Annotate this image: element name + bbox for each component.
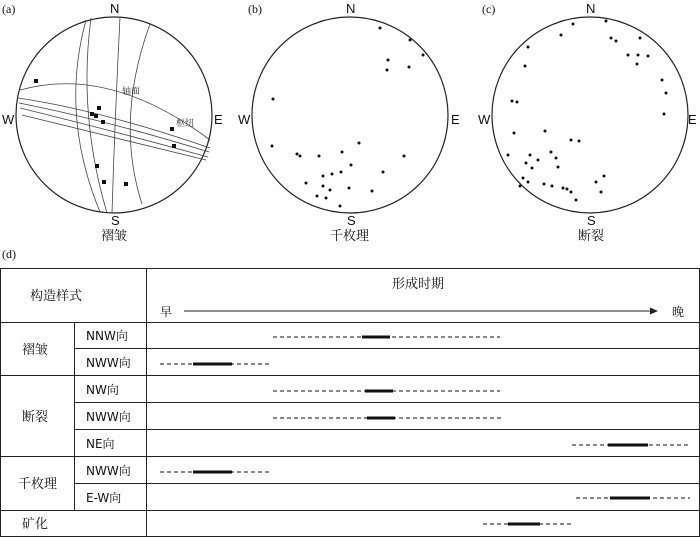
axial-plane-label: 轴面 bbox=[122, 87, 141, 97]
pole-point bbox=[525, 162, 528, 165]
pole-point bbox=[555, 157, 558, 160]
pole-point bbox=[90, 112, 94, 116]
pole-point bbox=[170, 127, 174, 131]
pole-point bbox=[296, 153, 299, 156]
row-fold-nww: NWW向 bbox=[86, 356, 131, 370]
north-label-b: N bbox=[346, 1, 356, 16]
group-phyllite: 千枚理 bbox=[18, 477, 58, 492]
stereonet-fault bbox=[478, 1, 697, 244]
pole-point bbox=[318, 155, 321, 158]
hinge-label: 枢纽 bbox=[176, 119, 195, 129]
pole-point bbox=[507, 154, 510, 157]
early-label: 早 bbox=[160, 305, 173, 319]
pole-point bbox=[358, 142, 361, 145]
row-phyllite-ew: E-W向 bbox=[86, 491, 122, 505]
pole-point bbox=[537, 159, 540, 162]
pole-point bbox=[600, 191, 603, 194]
south-label-c: S bbox=[587, 213, 596, 228]
great-circle-8 bbox=[130, 24, 150, 204]
panel-a-label: (a) bbox=[2, 2, 16, 16]
header-structure-style: 构造样式 bbox=[30, 289, 83, 304]
pole-point bbox=[516, 101, 519, 104]
pole-point bbox=[578, 140, 581, 143]
pole-point bbox=[560, 34, 563, 37]
pole-point bbox=[322, 185, 325, 188]
row-fault-nw: NW向 bbox=[86, 383, 119, 397]
stereonet-fold bbox=[2, 1, 223, 244]
pole-point bbox=[322, 175, 325, 178]
pole-point bbox=[339, 205, 342, 208]
pole-point bbox=[386, 69, 389, 72]
pole-point bbox=[524, 65, 527, 68]
stereonet-circle-b bbox=[252, 17, 448, 213]
pole-point bbox=[551, 185, 554, 188]
row-fault-ne: NE向 bbox=[86, 437, 115, 451]
pole-point bbox=[511, 100, 514, 103]
pole-point bbox=[531, 167, 534, 170]
pole-point bbox=[124, 182, 128, 186]
west-label-c: W bbox=[478, 112, 491, 127]
pole-point bbox=[350, 164, 353, 167]
pole-point bbox=[325, 197, 328, 200]
group-fold: 褶皱 bbox=[22, 343, 49, 358]
pole-point bbox=[566, 188, 569, 191]
pole-point bbox=[34, 79, 38, 83]
pole-point bbox=[557, 166, 560, 169]
header-formation-period: 形成时期 bbox=[392, 277, 445, 292]
caption-phyllite: 千枚理 bbox=[330, 229, 370, 244]
north-label-c: N bbox=[586, 1, 596, 16]
pole-point bbox=[610, 37, 613, 40]
pole-point bbox=[527, 46, 530, 49]
pole-point bbox=[543, 183, 546, 186]
panel-c-label: (c) bbox=[482, 2, 496, 16]
east-label-c: E bbox=[688, 112, 697, 127]
stereonet-circle-a bbox=[16, 17, 212, 213]
pole-point bbox=[94, 114, 98, 118]
row-phyllite-nww: NWW向 bbox=[86, 464, 131, 478]
pole-point bbox=[95, 164, 99, 168]
pole-point bbox=[636, 63, 639, 66]
pole-point bbox=[615, 40, 618, 43]
time-axis-arrowhead bbox=[650, 308, 658, 315]
row-fault-nww: NWW向 bbox=[86, 410, 131, 424]
pole-point bbox=[422, 54, 425, 57]
caption-fault: 断裂 bbox=[578, 229, 605, 244]
caption-fold: 褶皱 bbox=[101, 229, 128, 244]
pole-point bbox=[572, 23, 575, 26]
south-label-b: S bbox=[347, 213, 356, 228]
stereonet-circle-c bbox=[492, 17, 688, 213]
pole-point bbox=[316, 195, 319, 198]
pole-point bbox=[575, 199, 578, 202]
west-label-a: W bbox=[2, 112, 15, 127]
east-label-b: E bbox=[451, 112, 460, 127]
pole-point bbox=[661, 79, 664, 82]
panel-b-label: (b) bbox=[248, 2, 262, 16]
pole-point bbox=[639, 37, 642, 40]
pole-point bbox=[663, 113, 666, 116]
pole-point bbox=[595, 181, 598, 184]
pole-point bbox=[665, 92, 668, 95]
pole-point bbox=[570, 139, 573, 142]
south-label-a: S bbox=[111, 213, 120, 228]
pole-point bbox=[305, 182, 308, 185]
late-label: 晚 bbox=[672, 305, 685, 319]
pole-point bbox=[519, 185, 522, 188]
pole-point bbox=[329, 189, 332, 192]
pole-point bbox=[570, 191, 573, 194]
timing-table bbox=[0, 247, 700, 537]
pole-point bbox=[529, 154, 532, 157]
pole-point bbox=[627, 54, 630, 57]
pole-point bbox=[331, 173, 334, 176]
pole-point bbox=[637, 54, 640, 57]
great-circle-7 bbox=[112, 17, 120, 213]
north-label-a: N bbox=[110, 1, 120, 16]
pole-point bbox=[299, 155, 302, 158]
pole-point bbox=[102, 180, 106, 184]
pole-point bbox=[348, 187, 351, 190]
pole-point bbox=[403, 155, 406, 158]
pole-point bbox=[340, 171, 343, 174]
group-fault: 断裂 bbox=[22, 410, 49, 425]
pole-point bbox=[271, 145, 274, 148]
pole-point bbox=[527, 181, 530, 184]
pole-point bbox=[562, 187, 565, 190]
pole-point bbox=[513, 132, 516, 135]
pole-point bbox=[550, 151, 553, 154]
pole-point bbox=[172, 144, 176, 148]
east-label-a: E bbox=[214, 112, 223, 127]
stereonet-phyllite bbox=[238, 1, 460, 244]
row-fold-nnw: NNW向 bbox=[86, 329, 128, 343]
pole-point bbox=[409, 39, 412, 42]
pole-point bbox=[371, 190, 374, 193]
pole-point bbox=[605, 20, 608, 23]
pole-point bbox=[387, 59, 390, 62]
group-mineralization: 矿化 bbox=[22, 517, 49, 532]
pole-point bbox=[341, 151, 344, 154]
west-label-b: W bbox=[238, 112, 251, 127]
pole-point bbox=[379, 27, 382, 30]
pole-point bbox=[97, 106, 101, 110]
pole-point bbox=[408, 66, 411, 69]
pole-point bbox=[544, 130, 547, 133]
pole-point bbox=[647, 55, 650, 58]
pole-point bbox=[603, 175, 606, 178]
pole-point bbox=[382, 171, 385, 174]
pole-point bbox=[101, 120, 105, 124]
pole-point bbox=[272, 98, 275, 101]
pole-point bbox=[522, 177, 525, 180]
panel-d-label: (d) bbox=[2, 247, 16, 261]
